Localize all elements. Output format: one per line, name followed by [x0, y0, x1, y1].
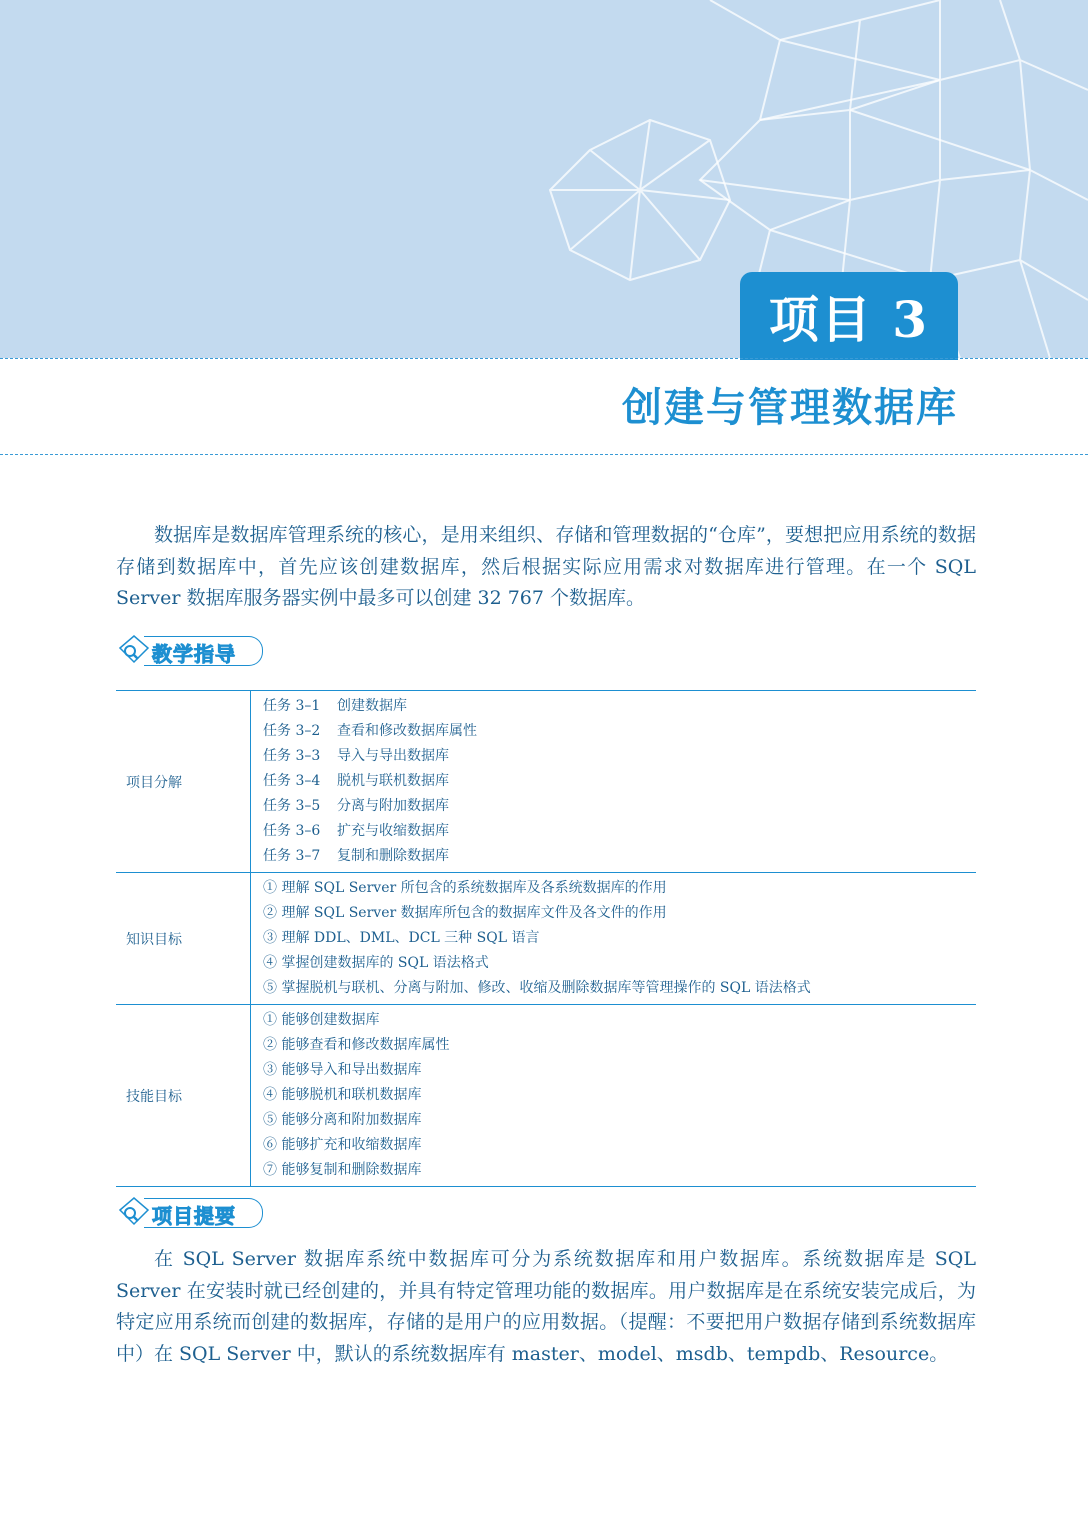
project-summary-heading [116, 1196, 266, 1230]
row-items [251, 691, 977, 873]
row-label: 项目分解 [116, 691, 251, 873]
row-label: 技能目标 [116, 1005, 251, 1187]
teaching-guide-label: 教学指导 [152, 642, 236, 666]
chapter-title: 创建与管理数据库 [622, 385, 958, 431]
list-item: 任务 3–2 查看和修改数据库属性 [263, 723, 477, 739]
project-number-tab: 项目 3 [740, 272, 958, 360]
list-item: ⑤ 掌握脱机与联机、分离与附加、修改、收缩及删除数据库等管理操作的 SQL 语法格式 [263, 980, 811, 996]
table-row [116, 1005, 976, 1187]
list-item: ⑦ 能够复制和删除数据库 [263, 1162, 422, 1178]
list-item: ③ 能够导入和导出数据库 [263, 1062, 422, 1078]
list-item: 任务 3–1 创建数据库 [263, 698, 407, 714]
list-item: ① 能够创建数据库 [263, 1012, 380, 1028]
list-item: 任务 3–6 扩充与收缩数据库 [263, 823, 449, 839]
teaching-guide-tag [144, 636, 263, 666]
list-item: ② 能够查看和修改数据库属性 [263, 1037, 450, 1053]
table-row [116, 873, 976, 1005]
magnifier-icon [116, 634, 150, 668]
row-label: 知识目标 [116, 873, 251, 1005]
list-item: ④ 能够脱机和联机数据库 [263, 1087, 422, 1103]
list-item: ② 理解 SQL Server 数据库所包含的数据库文件及各文件的作用 [263, 905, 667, 921]
row-items [251, 873, 977, 1005]
row-items [251, 1005, 977, 1187]
list-item: 任务 3–3 导入与导出数据库 [263, 748, 449, 764]
intro-paragraph: 数据库是数据库管理系统的核心，是用来组织、存储和管理数据的“仓库”，要想把应用系统的数据存储到数据库中，首先应该创建数据库，然后根据实际应用需求对数据库进行管理。在一个 SQL Server 数据库服务器实例中最多可以创建 32 767 个数据库。 [116, 524, 976, 609]
list-item: 任务 3–4 脱机与联机数据库 [263, 773, 449, 789]
list-item: ⑥ 能够扩充和收缩数据库 [263, 1137, 422, 1153]
teaching-guide-table [116, 690, 976, 1187]
top-divider [0, 358, 1088, 359]
teaching-guide-heading [116, 634, 266, 668]
project-summary-tag [144, 1198, 263, 1228]
list-item: ④ 掌握创建数据库的 SQL 语法格式 [263, 955, 489, 971]
list-item: ⑤ 能够分离和附加数据库 [263, 1112, 422, 1128]
list-item: ① 理解 SQL Server 所包含的系统数据库及各系统数据库的作用 [263, 880, 667, 896]
list-item: 任务 3–7 复制和删除数据库 [263, 848, 449, 864]
summary-paragraph: 在 SQL Server 数据库系统中数据库可分为系统数据库和用户数据库。系统数据库是 SQL Server 在安装时就已经创建的，并具有特定管理功能的数据库。用户数据库是在系统安装完成后，为特定应用系统而创建的数据库，存储的是用户的应用数据。（提醒：不要把用户数据存储到系统数据库中）在 SQL Server 中，默认的系统数据库有 master、model、msdb、tempdb、Resource。 [116, 1248, 976, 1365]
project-summary-label: 项目提要 [152, 1204, 236, 1228]
list-item: 任务 3–5 分离与附加数据库 [263, 798, 449, 814]
magnifier-icon [116, 1196, 150, 1230]
title-divider [0, 454, 1088, 455]
list-item: ③ 理解 DDL、DML、DCL 三种 SQL 语言 [263, 930, 540, 946]
table-row [116, 691, 976, 873]
